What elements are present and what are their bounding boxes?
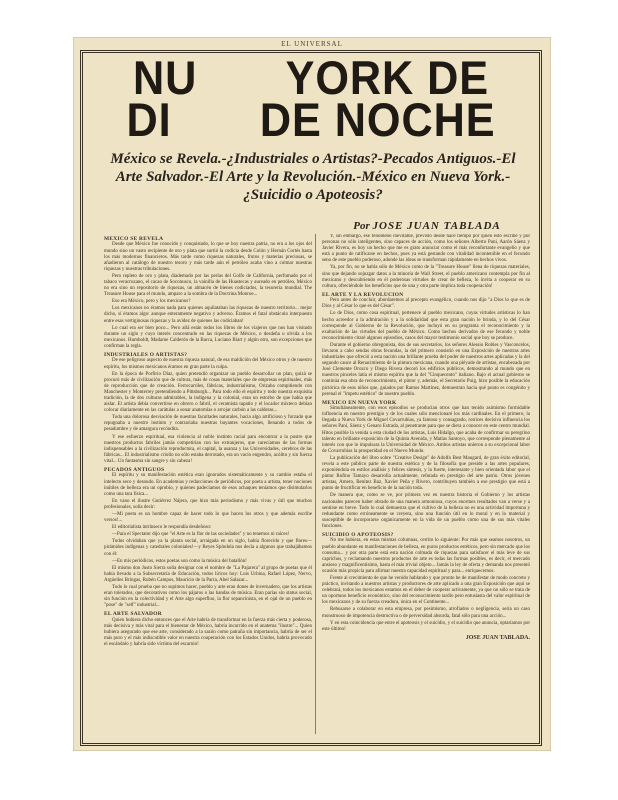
column-divider xyxy=(315,234,316,734)
article-paragraph: De ese peligroso aspecto de nuestra riqueza natural, de esa maldición del México otros y de nuestro espíritu, los mismos mexicanos éramos en gran parte la culpa. xyxy=(104,358,312,370)
section-subheading: EL ARTE SALVADOR xyxy=(104,611,162,618)
section-subheading: EL ARTE Y LA REVOLUCION xyxy=(322,291,404,298)
article-paragraph: Pero repleto de oro y plata, diademado por las perlas del Golfo de California, perfumado por el tabaco veracruzano, el cacao de Soconusco, la vainilla de las Huastecas y aureado en petróleo, México no era sino un repositorio de riquezas, un almacén de bienes codiciados, la tesorería mundial. The Treasure House para el mundo, amparo a la sombra de la Doctrina Monroe... xyxy=(104,273,312,298)
article-paragraph: —En mis periódicos, estos poetas son como la música del batallón! xyxy=(112,558,247,564)
headline-line-2-left: DI xyxy=(126,93,172,146)
article-paragraph: En la época de Porfirio Díaz, quien pretendió organizar un pueblo desarrollar un plan, quizá se procuró más de civilización que de cultura, más de cosas materiales que de empresas espirituales, más de reproducción que de creación. Ferrocarriles, fábricas, industrialismo, Orizaba compitiendo con Manchester y Monterrey pretendiendo a Pittsburgh... Para todo ello el espíritu y todo nuestra exquisita tradición, la de dos culturas admirables, la indígena y la colonial, eran un estorbo de que había que aislar. El artista debía convertirse en obrero o fabril, el ceramista tapatío y el locador mixteco debían colocar diariamente en las carátulas a sonar anatomías o arrojar carbón a las calderas... xyxy=(104,371,312,414)
article-paragraph: Frente al crecimiento de que he venido hablando y que pronto he de manifestar de modo concreto y práctico, invitando a nuestros artistas y productores de arte aplicado a una gran Exposición que aquí se celebrará, todos los mexicanos estamos en el deber de cooperar activamente, ya que no sólo se trata de un oportuno beneficio económico, sino del reconocimiento tardío pero entusiasta del valor espiritual de los mexicanos y de su fuerza creadora, única en el Continente... xyxy=(322,576,530,606)
headline-line-1-right: YORK DE xyxy=(285,51,490,104)
article-paragraph: Quien hubiera dicho entonces que el Arte habría de transformar en la fuerza más cierta y poderosa, más decisiva y más vital para el bienestar de México, habría incurrido en el anatema "ilustre"... Quien hubiera asegurado que ese arte, considerado a la sazón como patraña sin importancia, habría de ser el más puro y el más indiscutible valor en nuestra cooperación con los Estados Unidos, habría provocado el escándalo y habría sido víctima del escarnio! xyxy=(104,617,312,648)
headline-line-2 xyxy=(106,93,516,146)
headline-line-1 xyxy=(106,51,516,104)
section-subheading: PECADOS ANTIGUOS xyxy=(104,467,165,473)
article-paragraph: Rehusarse a colaborar en esta empresa, por pesimismo, atrofiados o negligencia, sería un caso monstruoso de impotencia destructiva o de perversidad absurda, fatal sólo para una acción... xyxy=(322,607,530,619)
article-paragraph: Ya, por fin, no se habla sólo de México como de la "Treasure House" llena de riquezas materiales, sino que dejando sojuzgar datos a la minoría de Wall Street, el pueblo americano contempla por fin al mexicano y descubriendo en él poderosas virtudes de crear de belleza, lo invita a cooperar en su cultura, ofreciéndole los beneficios que de una y otra parte implica toda cooperación! xyxy=(322,265,530,289)
masthead: EL UNIVERSAL xyxy=(281,40,343,48)
article-paragraph: No me hubiera, en estas mismas columnas, cerrito lo siguiente: Por más que seamos nosotros, un pueblo abundante en manifestaciones de belleza, en puros productos estéticos, pero sin mercado que los consuma... y por otra parte está esta nación colmada de riquezas para satisfacer el más leve de sus caprichos, y reclamando nuestros productos de arte es todas las formas posibles, es decir, el mercado ansioso y magnificentísimo, hasta el más trivial objeto... Jamás la ley de oferta y demanda nos presentó ocasión más propicia para afirmar nuestra capacidad espiritual y para... enriquecernos. xyxy=(322,538,530,574)
article-paragraph: Simultáneamente, con esos episodios se producían otros que han tenido asimismo formidable influencia en nuestro prestigio y de los cuales sólo mencionaré los más cardinales. En el primero, la llegada a Nueva York de Miguel Covarrubias, ya famoso y consagrado, rotrices decisiva influencia los señores Pani, Sáenz y Genaro Estrada, al penetrante para que se diera a conocer en este centro mundial. Hitos posible la venida a esta ciudad de los artistas, Luis Hidalgo, que acaba de confirmar su peregrino talento en brillante exposición de la Quinta Avenida, y Matías Santoyo, que corresponde plenamente al interés con que lo impulsara la Universidad de México. Ambos artistas unieron a su excepcional labor de Covarrubias la prosperidad en el Nuevo Mundo. xyxy=(322,406,530,454)
article-paragraph: Y en esta coincidencia que entre el apoteosis y el suicidio, y el suicidio que anuncia, optaríamos por este último! xyxy=(322,620,530,632)
article-paragraph: Lo cual era ser bien poco... Pero allá están todos los libros de los viajeros que nos han visitado durante un siglo y cuyo interés concentrado en las riquezas de México, o desdeña u olvida a los mexicanos. Humboldt, Madame Calderón de la Barca, Luciano Biart y algún otro, son excepciones que confirman la regla. xyxy=(104,325,312,349)
headline-line-2-right: DE NOCHE xyxy=(259,93,496,146)
article-paragraph: De manera que, como se ve, por primera vez en nuestra historia el Gobierno y los artistas nacionales parecen haber obrado de una manera armoniosa, cuyos enormes resultados van a verse y a sentirse en breve. Todo lo cual demuestra que el cultivo de la belleza no es una actividad importuna y redundante como erróneamente se creyera, sino una función útil en lo moral y en lo material y susceptible de incorporarse orgánicamente en la vida de un pueblo como una de sus más vitales funciones. xyxy=(322,493,530,529)
article-paragraph: Desde que México fue conocido y conquistado, lo que se hoy nuestra patria, no era a los ojos del mundo sino un vasto recipiente de oro y plata que surtió la codicia desde Colón y Hernán Cortés hasta los más modernos financieros. Más tarde como riquezas naturales, frutos y materias preciosas, se añadieron al catálogo de nuestro tesoro y más tarde aún el petróleo acaba vino a colmar nuestras riquezas y nuestras tribulaciones. xyxy=(104,242,312,272)
article-paragraph: Lo de Dios, como cosa espiritual, pertenece al pueblo mexicano, cuyas virtudes artísticas lo han hecho acreedor a la admiración y a la solidaridad que esta gran nación le brinda, y lo del César corresponde al Gobierno de la Revolución, que incluyó en su programa el reconocimiento y la exaltación de las virtudes del pueblo de México. Como hechos derivados de ese fecundo y noble reconocimiento citaré algunos episodios, casos del mayor testimonio social que hoy se produce. xyxy=(322,311,530,341)
article-paragraph: La publicación del libro sobre "Creative Design" de Adolfo Best Maugard, de gran éxito editorial, revela a este público parte de nuestra estética y de la filosofía que preside a las artes populares, exponiéndola en estilos análisis y felices síntesis, y la fuerte, interesante y bien orientada labor que el pintor Rufino Tamayo desarrolla actualmente, refutada en prestigio del arte patrio. Otros jóvenes artistas, Amero, Benitez Baz, Xavier Peña y Rivero, contribuyen también a ese prestigio que está a punto de fructificar en beneficio de la nación toda. xyxy=(322,455,530,492)
byline-prefix: Por xyxy=(353,220,370,232)
article-column-right xyxy=(322,234,530,738)
article-paragraph: Y, sin embargo, ese fenómeno inevitable, previsto desde hace tiempo por quien esto escribe y por personas no sólo inteligentes, sino capaces de acción, como los señores Alberto Pani, Aarón Sáenz y Javier Rivera, es hoy un hecho que me es grato anunciar como el más reconfortante evangelio y que está a punto de ratificarse en hechos, pues ya está gestando con vitalidad incontenible en el fecundo seno de este pueblo poderoso, adonde las ideas se transforman rápidamente en hechos vivos. xyxy=(322,234,530,264)
article-paragraph: Y ese esfuerzo espiritual, esa violencia al noble instinto racial para encontrar a la postre que nuestros productos fabriles jamás competirían con los extranjeros, que carecíamos de las formas indispensables a la civilización reproductora, el capital, la usanza y las Universidades, cerebros de las fábricas... El industrialismo criollo no sólo estaba derrotado, era un vacío engendro, acólito y sin fuerza vital... Un fantasma sin sangre y sin cabeza! xyxy=(104,434,312,464)
subheadline-deck: México se Revela.-¿Industriales o Artistas?-Pecados Antiguos.-El Arte Salvador.-El Arte y la Revolución.-México en Nueva York.-¿Suicidio o Apoteosis? xyxy=(110,151,516,203)
article-paragraph: —Para el Spectator dijo que "el Arte es la flor de las sociedades" y no tenemos ni raíces! xyxy=(112,532,290,538)
article-paragraph: —Mi poeta es un hombre capaz de hacer todo lo que hacen los otros y que además escribe versos!... xyxy=(104,511,312,524)
newspaper-clipping xyxy=(74,38,550,750)
section-subheading: MEXICO EN NUEVA YORK xyxy=(322,399,397,406)
article-paragraph: El espíritu y su manifestación estética eran ignorados sistemáticamente y su cambio estaba el intelecto seco y desnudo. En academias y redacciones de periódicos, por poeta a artista, tener nociones inútiles de belleza era un oprobio, y quienes padecíamos de esos achaques teníamos que disimularlos como una tara física... xyxy=(104,473,312,497)
article-paragraph: El editorialista intrínseco le respondía desdeñoso: xyxy=(112,525,212,531)
section-subheading: SUICIDIO O APOTEOSIS? xyxy=(322,532,394,539)
article-paragraph: Todos olvidaban que ya la planta social, arraigada en un siglo, había florecido y que flores—pirámides indígenas y catedrales coloniales!—y Reyes Spíndola nos decía a algunos que trabajábamos con él: xyxy=(104,539,312,557)
article-paragraph: En vano el ilustre Gutiérrez Nájera, que hizo más periodismo y más vivas y útil que muchos profesionales, solía decir: xyxy=(104,498,312,510)
article-paragraph: Eso era México, pero y los mexicanos? xyxy=(112,299,191,305)
byline xyxy=(322,220,532,232)
article-paragraph: Durante el gobierno obregonista, dos de sus secretarios, los señores Alessio Robles y Vasconcelos, llevaron a cabo sendas obras fecundas, la del primero consistió en una Exposición de nuestras artes industriales que ofreció a esta nación una brillante prueba del poder de nuestros artes aplicadas y la del segundo cauce al Renacimiento de la pintura mexicana, cuando una pléyade de artistas, encabezada por José Clemente Orozco y Diego Rivera decoró los edificios públicos, demostrando al mundo que en nuestros pinceles latía el mismo espíritu que la del "Cinquecento" italiano. Bajo el actual gobierno se continúa esa obra de reconocimiento, el pintor y, además, el Secretario Puig, hizo posible la educación pictórica de esos niños que, guiados por Ramos Martínez, demuestran hacia qué punto es congénito y perenal el "ímpetu estético" de nuestro pueblo. xyxy=(322,342,530,397)
article-paragraph: Toda una dolorosa desviación de nuestras facultades naturales, hacia algo artificioso y forzado que repugnaba a nuestro instinto y contrariaba nuestras bayantes vocaciones, llenando a todos de pesadumbre y de amargura recóndita. xyxy=(104,415,312,433)
section-subheading: INDUSTRIALES O ARTISTAS? xyxy=(104,352,188,358)
article-paragraph: Pero antes de concluir, abordaremos al precepto evangélico, cuando nos dijo "a Dios lo que es de Dios y al César lo que es del César". xyxy=(322,298,530,310)
article-column-left xyxy=(104,234,312,738)
article-paragraph: Todo lo cual prueba que no supimos hacer, pueblo y arte eran dones de invernadero, que los artistas eran tolerados, que decorativos como los pájaros o las bandas de música. Eran parias sin status social, sin función en la colectividad y el Arte algo superfluo, la flor sepancinista, en el ojal de un pueblo en "pose" de "self" industrial... xyxy=(104,585,312,609)
section-subheading: MEXICO SE REVELA xyxy=(104,236,164,242)
byline-author: JOSE JUAN TABLADA xyxy=(372,220,501,232)
article-paragraph: El mismo don Justo Sierra solía designar con el nombre de "La Pajarera" al grupo de poetas que él había llevado a la Subsecretaría de Educación, todos líricos hoy: Luis Urbina, Rafael López, Nervo, Argüelles Bringas, Rubén Campos, Mauricio de la Parra, Abel Salazar... xyxy=(104,565,312,583)
author-signature: JOSE JUAN TABLADA. xyxy=(465,634,530,641)
article-paragraph: Los mexicanos no éramos nada para quienes aquilataban las riquezas de nuestro territorio... mejor dicho, sí éramos algo: aunque enteramente negativo y adverso. Éramos el fatal obstáculo interpuesto entre esas vertiginosas riquezas y la avidez de quienes las codiciaban! xyxy=(104,306,312,324)
headline-line-1-left: NU xyxy=(132,51,198,104)
